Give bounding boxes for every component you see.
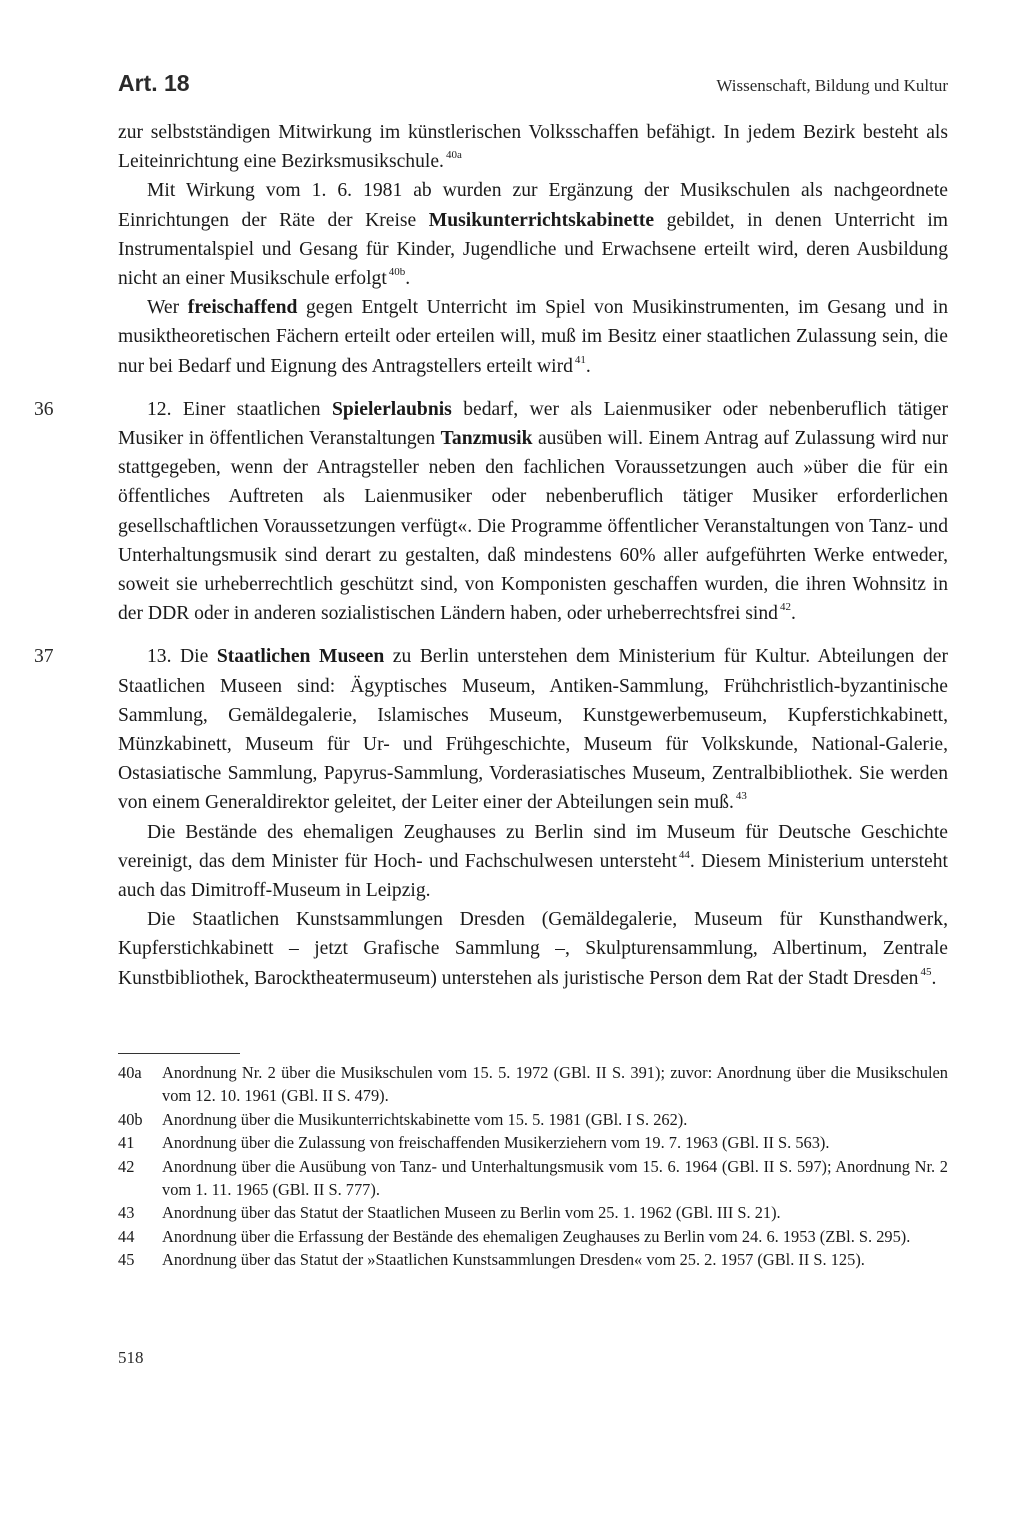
keyword: Tanzmusik	[440, 428, 533, 450]
footnote-ref[interactable]: 42	[779, 601, 791, 614]
footnote	[118, 1201, 948, 1224]
paragraph: Die Staatlichen Kunstsammlungen Dresden (Gemäldegalerie, Museum für Kunsthandwerk, Kupferstichkabinett – jetzt Grafische Sammlung –, Skulpturensammlung, Albertinum, Zentrale Kunstbibliothek, Barocktheatermuseum) unterstehen als juristische Person dem Rat der Stadt Dresden $^{45}$.	[118, 909, 948, 989]
footnote-text: Anordnung über die Erfassung der Bestände des ehemaligen Zeughauses zu Berlin vom 24. 6. 1953 (ZBl. S. 295).	[162, 1226, 911, 1246]
footnote	[118, 1061, 948, 1108]
running-head	[118, 70, 948, 106]
paragraph: Die Bestände des ehemaligen Zeughauses zu Berlin sind im Museum für Deutsche Geschichte vereinigt, das dem Minister für Hoch- und Fachschulwesen untersteht $^{44}$. Diesem Ministerium untersteht auch das Dimitroff-Museum in Leipzig.	[118, 821, 948, 902]
paragraph: Mit Wirkung vom 1. 6. 1981 ab wurden zur Ergänzung der Musikschulen als nachgeordnete Einrichtungen der Räte der Kreise Musikunterrichtskabinette gebildet, in denen Unterricht im Instrumentalspiel und Gesang für Kinder, Jugendliche und Erwachsene erteilt wird, deren Ausbildung nicht an einer Musikschule erfolgt $^{40b}$.	[118, 180, 949, 290]
footnote-number: 40a	[118, 1063, 142, 1082]
body-text	[34, 118, 949, 993]
footnote-text: Anordnung über das Statut der Staatlichen Museen zu Berlin vom 25. 1. 1962 (GBl. III S. 21).	[162, 1203, 781, 1223]
footnote-ref[interactable]: 43	[735, 790, 747, 803]
page-number: 518	[118, 1348, 144, 1367]
numbered-paragraph: 37 13. Die Staatlichen Museen zu Berlin unterstehen dem Ministerium für Kultur. Abteilungen der Staatlichen Museen sind: Ägyptisches Museum, Antiken-Sammlung, Frühchristlich-byzantinische Sammlung, Gemäldegalerie, Islamisches Museum, Kunstgewerbemuseum, Kupferstichkabinett, Münzkabinett, Museum für Ur- und Frühgeschichte, Museum für Volkskunde, National-Galerie, Ostasiatische Sammlung, Papyrus-Sammlung, Vorderasiatisches Museum, Zentralbibliothek. Sie werden von einem Generaldirektor geleitet, der Leiter einer der Abteilungen sein muß. $^{43}$	[118, 642, 948, 817]
paragraph: Wer freischaffend gegen Entgelt Unterricht im Spiel von Musikinstrumenten, im Gesang und in musiktheoretischen Fächern erteilt oder erteilen will, muß im Besitz einer staatlichen Zulassung sein, die nur bei Bedarf und Eignung des Antragstellers erteilt wird $^{41}$.	[118, 297, 949, 377]
footnote-number: 42	[118, 1156, 135, 1176]
paragraph: zur selbstständigen Mitwirkung im künstlerischen Volksschaffen befähigt. In jedem Bezirk besteht als Leiteinrichtung eine Bezirksmusikschule. $^{40a}$	[118, 122, 948, 173]
keyword: Spielerlaubnis	[332, 398, 452, 420]
footnote-divider	[118, 1053, 240, 1054]
footnote-text: Anordnung über das Statut der »Staatlichen Kunstsammlungen Dresden« vom 25. 2. 1957 (GBl. II S. 125).	[162, 1250, 865, 1270]
article-number: Art. 18	[118, 70, 190, 96]
footnote-text: Anordnung Nr. 2 über die Musikschulen vom 15. 5. 1972 (GBl. II S. 391); zuvor: Anordnung über die Musikschulen vom 12. 10. 1961 (GBl. II S. 479).	[162, 1063, 948, 1106]
footnote-ref[interactable]: 40a	[445, 149, 462, 162]
keyword: Staatlichen Museen	[216, 646, 385, 668]
footnote-ref[interactable]: 41	[574, 353, 586, 366]
margin-number: 37	[34, 646, 54, 668]
footnote	[118, 1225, 948, 1248]
footnote-ref[interactable]: 44	[678, 848, 690, 861]
footnotes	[118, 1061, 948, 1272]
footnote-number: 41	[118, 1133, 135, 1153]
numbered-paragraph: 36 12. Einer staatlichen Spielerlaubnis bedarf, wer als Laienmusiker oder nebenberuflich tätiger Musiker in öffentlichen Veranstaltungen Tanzmusik ausüben will. Einem Antrag auf Zulassung wird nur stattgegeben, wenn der Antragsteller neben den fachlichen Voraussetzungen auch »über die für ein öffentliches Auftreten als Laienmusiker oder nebenberuflich tätiger Musiker erforderlichen gesellschaftlichen Voraussetzungen verfügt«. Die Programme öffentlicher Veranstaltungen von Tanz- und Unterhaltungsmusik sind derart zu gestalten, daß mindestens 60% aller aufgeführten Werke entweder, soweit sie urheberrechtlich geschützt sind, von Komponisten geschaffen wurden, die ihren Wohnsitz in der DDR oder in anderen sozialistischen Ländern haben, oder urheberrechtsfrei sind $^{42}$.	[118, 395, 948, 629]
footnote-number: 45	[118, 1250, 135, 1270]
footnote-ref[interactable]: 45	[920, 965, 932, 978]
footnote-number: 43	[118, 1203, 135, 1223]
footnote	[118, 1131, 948, 1154]
footnote	[118, 1108, 948, 1131]
footnote-number: 40b	[118, 1109, 143, 1129]
footnote	[118, 1155, 948, 1202]
footnote-text: Anordnung über die Ausübung von Tanz- und Unterhaltungsmusik vom 15. 6. 1964 (GBl. II S. 597); Anordnung Nr. 2 vom 1. 11. 1965 (GBl. II S. 777).	[162, 1156, 948, 1200]
keyword: freischaffend	[187, 297, 298, 319]
footnote	[118, 1248, 948, 1271]
section-title: Wissenschaft, Bildung und Kultur	[716, 76, 948, 95]
keyword: Musikunterrichtskabinette	[428, 209, 655, 231]
footnote-ref[interactable]: 40b	[388, 266, 406, 279]
margin-number: 36	[34, 398, 54, 420]
footnote-text: Anordnung über die Zulassung von freischaffenden Musikerziehern vom 19. 7. 1963 (GBl. II S. 563).	[162, 1133, 830, 1153]
footnote-number: 44	[118, 1226, 135, 1246]
footnote-text: Anordnung über die Musikunterrichtskabinette vom 15. 5. 1981 (GBl. I S. 262).	[162, 1109, 688, 1129]
